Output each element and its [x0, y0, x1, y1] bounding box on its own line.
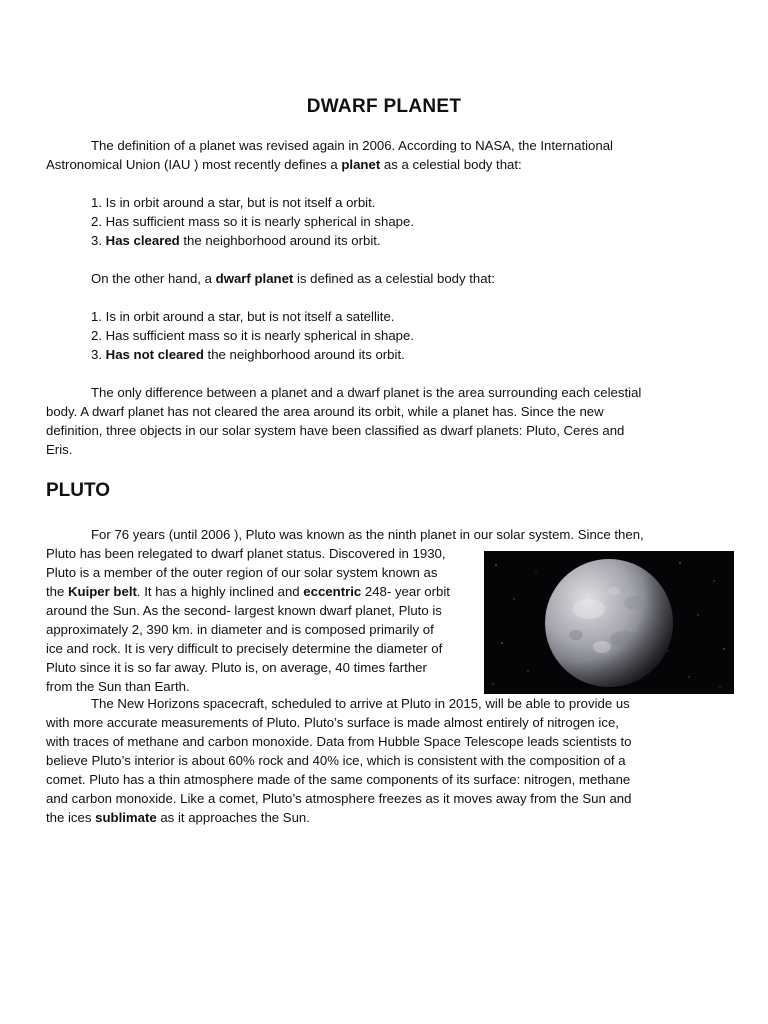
planet-criteria-item-1: 1. Is in orbit around a star, but is not itself a orbit. — [91, 195, 376, 210]
dwarf-criteria-item-3: 3. Has not cleared the neighborhood around its orbit. — [91, 347, 405, 362]
planet-criteria-item-3: 3. Has cleared the neighborhood around its orbit. — [91, 233, 381, 248]
difference-line-1: The only difference between a planet and a dwarf planet is the area surrounding each celestial — [91, 385, 642, 400]
pluto-para1-line-5: around the Sun. As the second- largest known dwarf planet, Pluto is — [46, 603, 442, 618]
pluto-para1-line-6: approximately 2, 390 km. in diameter and is composed primarily of — [46, 622, 434, 637]
intro-line-1: The definition of a planet was revised again in 2006. According to NASA, the International — [91, 138, 613, 153]
pluto-para1-line-1: For 76 years (until 2006 ), Pluto was known as the ninth planet in our solar system. Since then, — [91, 527, 644, 542]
dwarf-criteria-item-2: 2. Has sufficient mass so it is nearly spherical in shape. — [91, 328, 414, 343]
difference-line-2: body. A dwarf planet has not cleared the area around its orbit, while a planet has. Since the new — [46, 404, 604, 419]
planet-criteria-item-2: 2. Has sufficient mass so it is nearly spherical in shape. — [91, 214, 414, 229]
intro-line-2: Astronomical Union (IAU ) most recently defines a planet as a celestial body that: — [46, 157, 522, 172]
difference-line-3: definition, three objects in our solar system have been classified as dwarf planets: Pluto, Ceres and — [46, 423, 625, 438]
pluto-para1-line-9: from the Sun than Earth. — [46, 679, 190, 694]
pluto-image — [484, 551, 734, 694]
pluto-para1-line-7: ice and rock. It is very difficult to precisely determine the diameter of — [46, 641, 443, 656]
pluto-para2-line-6: and carbon monoxide. Like a comet, Pluto’s atmosphere freezes as it moves away from the Sun and — [46, 791, 632, 806]
dwarf-criteria-item-1: 1. Is in orbit around a star, but is not itself a satellite. — [91, 309, 395, 324]
pluto-heading: PLUTO — [46, 480, 111, 501]
page-title: DWARF PLANET — [306, 96, 462, 117]
pluto-para2-line-4: believe Pluto’s interior is about 60% rock and 40% ice, which is consistent with the composition of a — [46, 753, 626, 768]
pluto-para1-line-3: Pluto is a member of the outer region of our solar system known as — [46, 565, 438, 580]
dwarf-intro: On the other hand, a dwarf planet is defined as a celestial body that: — [91, 271, 495, 286]
kuiper-belt-term: Kuiper belt — [68, 584, 137, 599]
eccentric-term: eccentric — [303, 584, 362, 599]
pluto-para2-line-3: with traces of methane and carbon monoxide. Data from Hubble Space Telescope leads scientists to — [46, 734, 632, 749]
planet-term: planet — [341, 157, 381, 172]
difference-line-4: Eris. — [46, 442, 73, 457]
sublimate-term: sublimate — [95, 810, 157, 825]
dwarf-planet-term: dwarf planet — [215, 271, 294, 286]
pluto-para1-line-4: the Kuiper belt. It has a highly inclined and eccentric 248- year orbit — [46, 584, 450, 599]
pluto-para2-line-5: comet. Pluto has a thin atmosphere made of the same components of its surface: nitrogen, methane — [46, 772, 631, 787]
pluto-para1-line-2: Pluto has been relegated to dwarf planet status. Discovered in 1930, — [46, 546, 446, 561]
pluto-para2-line-1: The New Horizons spacecraft, scheduled to arrive at Pluto in 2015, will be able to provide us — [91, 696, 630, 711]
pluto-para2-line-2: with more accurate measurements of Pluto. Pluto’s surface is made almost entirely of nitrogen ice, — [46, 715, 619, 730]
pluto-para2-line-7: the ices sublimate as it approaches the Sun. — [46, 810, 310, 825]
pluto-para1-line-8: Pluto since it is so far away. Pluto is, on average, 40 times farther — [46, 660, 427, 675]
